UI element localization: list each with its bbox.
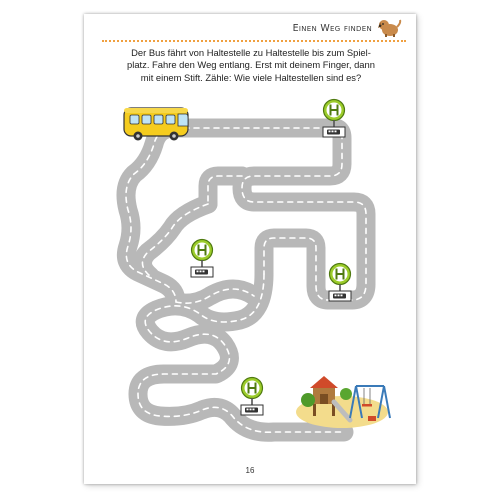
section-title: Einen Weg finden bbox=[292, 23, 372, 34]
page-number: 16 bbox=[245, 466, 255, 475]
bus-stop-sign-3 bbox=[329, 264, 351, 302]
workbook-page bbox=[84, 14, 416, 484]
bus-stop-sign-4 bbox=[241, 378, 263, 416]
instruction-line: mit einem Stift. Zähle: Wie viele Haltestellen sind es? bbox=[140, 71, 362, 83]
bus-stop-sign-1 bbox=[323, 100, 345, 138]
road-maze bbox=[84, 14, 416, 484]
bus-icon bbox=[124, 108, 188, 141]
instruction-line: Der Bus fährt von Haltestelle zu Haltestelle bis zum Spiel- bbox=[131, 47, 371, 58]
instruction-line: platz. Fahre den Weg entlang. Erst mit deinem Finger, dann bbox=[127, 59, 375, 71]
bus-stop-sign-2 bbox=[191, 240, 213, 278]
playground-icon bbox=[296, 376, 390, 428]
